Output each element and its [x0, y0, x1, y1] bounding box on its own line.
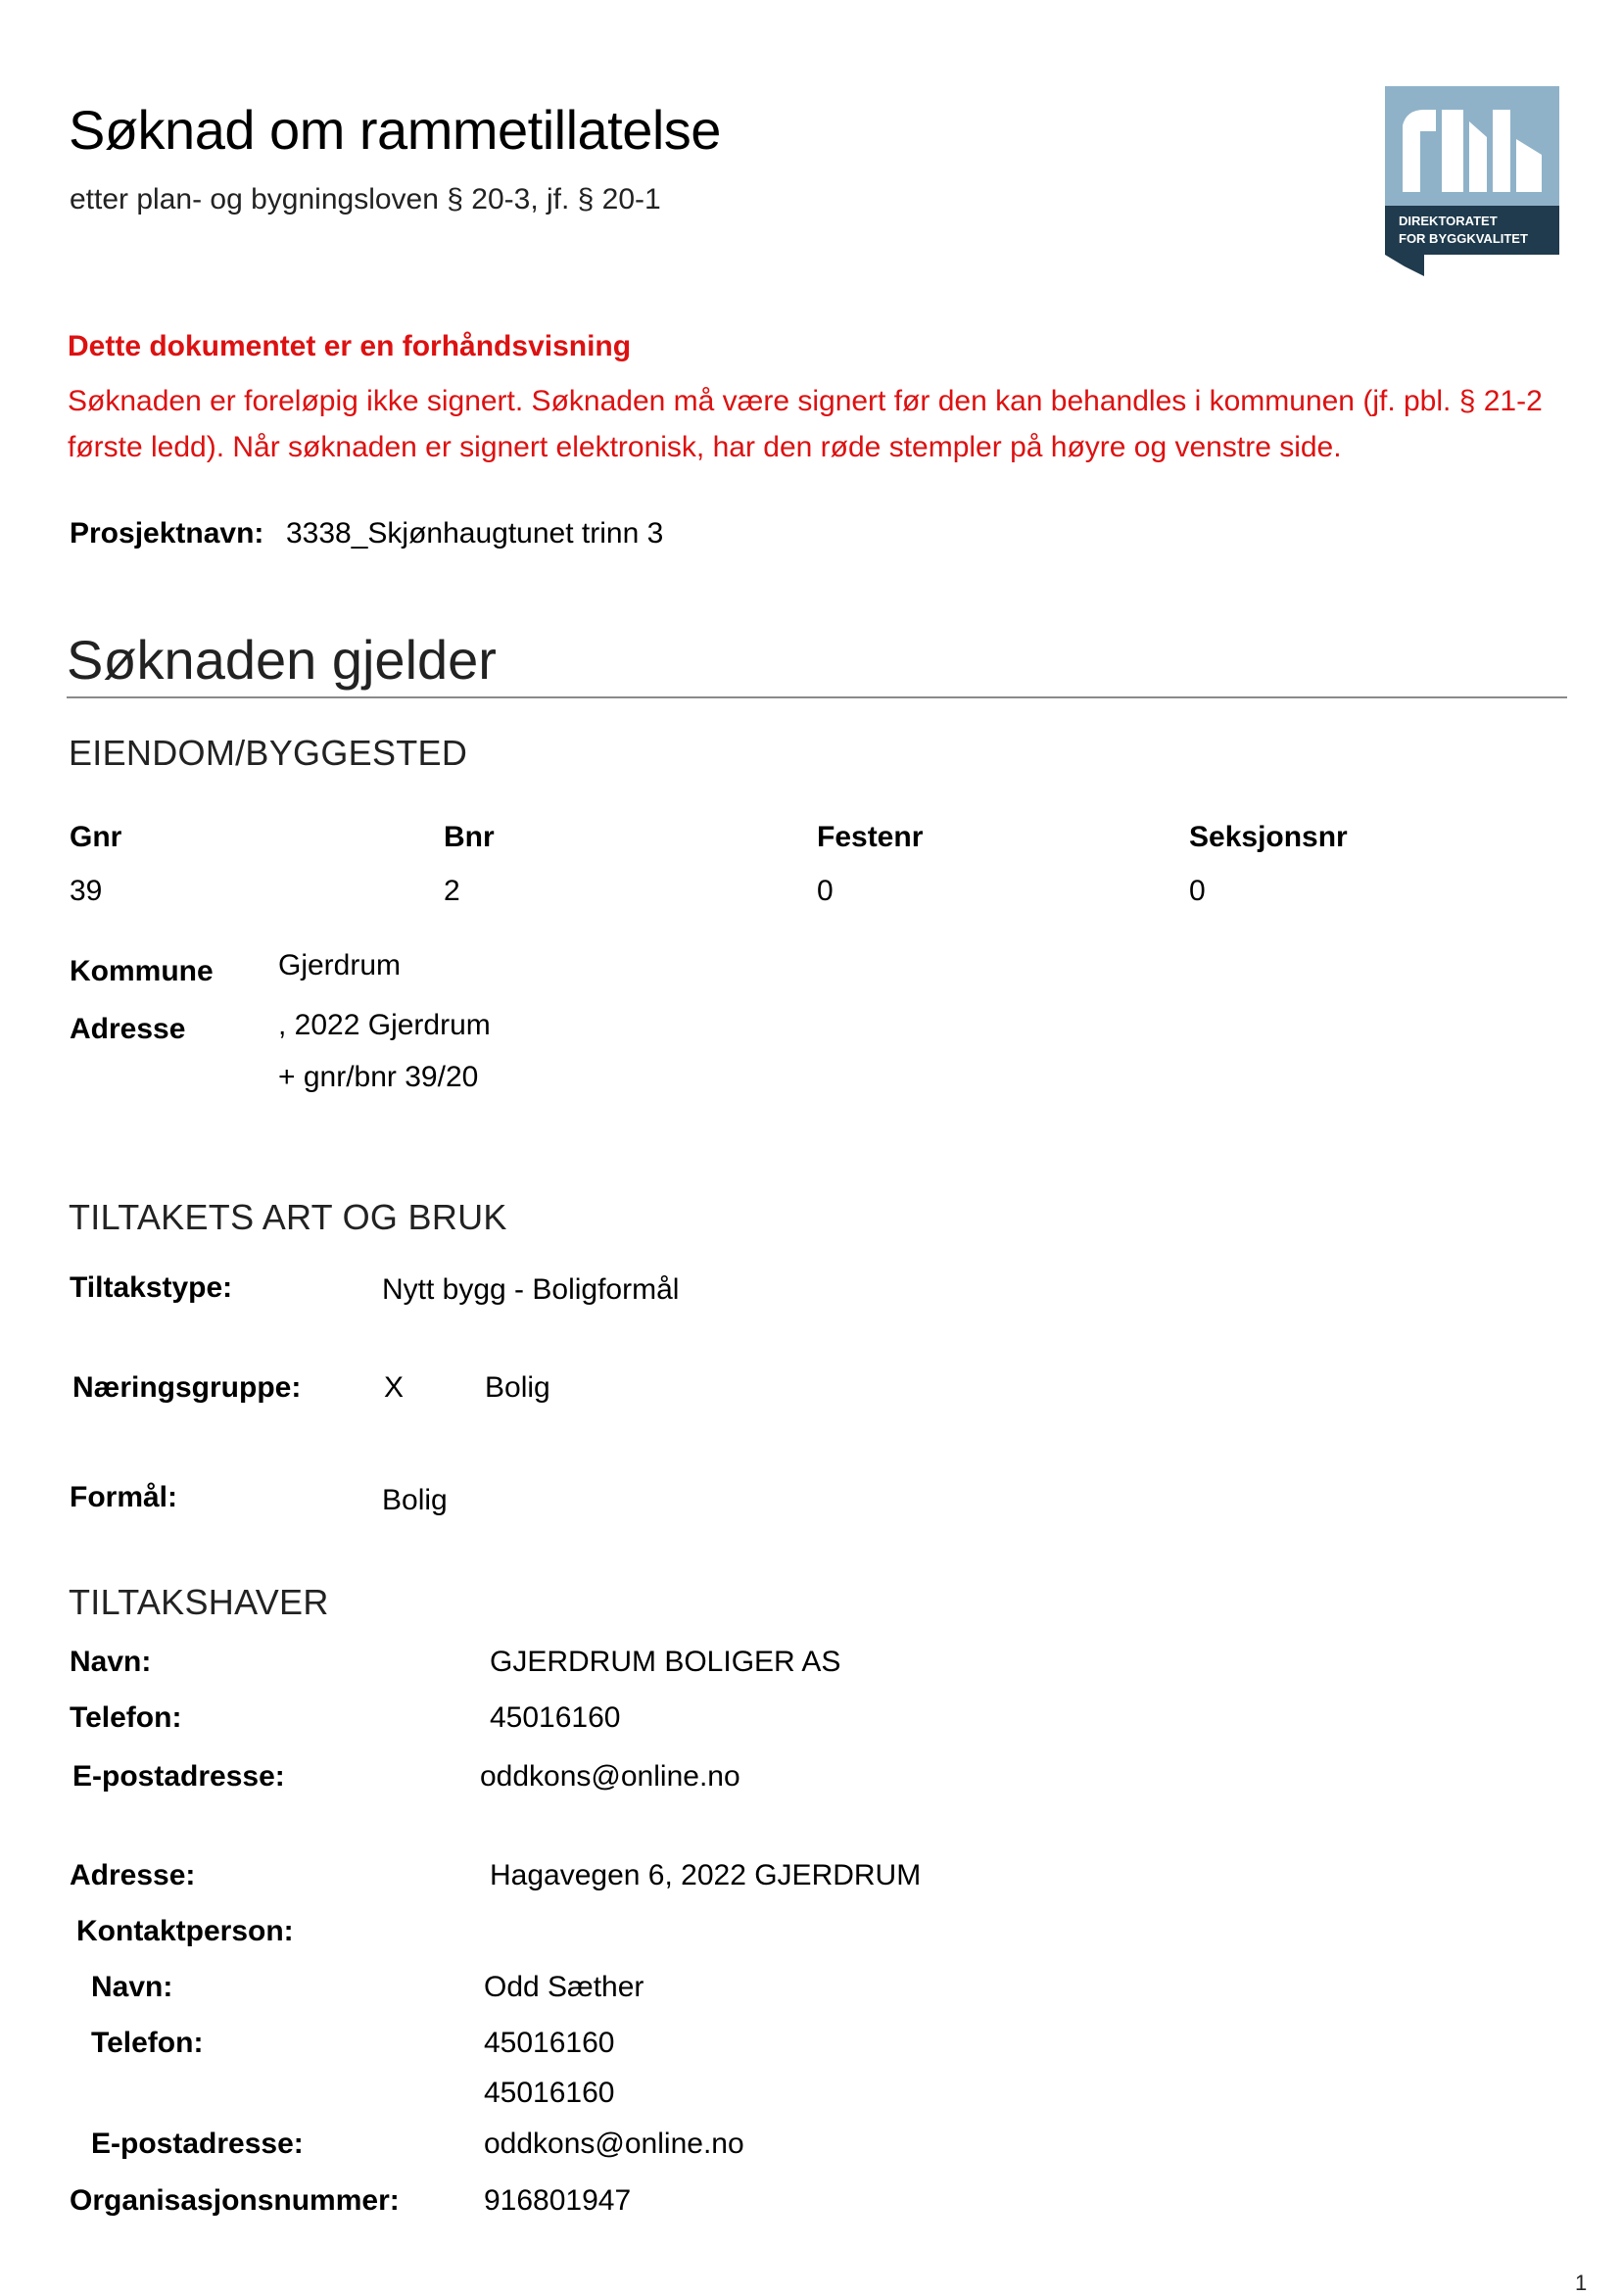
project-name-value: 3338_Skjønhaugtunet trinn 3: [286, 517, 664, 550]
page-number: 1: [1575, 2271, 1588, 2295]
measure-heading: TILTAKETS ART OG BRUK: [69, 1197, 507, 1237]
owner-name-value: GJERDRUM BOLIGER AS: [490, 1646, 841, 1678]
logo-text-2: FOR BYGGKVALITET: [1399, 231, 1528, 246]
owner-phone-value: 45016160: [490, 1701, 621, 1734]
tiltakstype-label: Tiltakstype:: [70, 1271, 233, 1304]
col-festenr: Festenr: [817, 821, 924, 853]
naeringsgruppe-label: Næringsgruppe:: [72, 1371, 302, 1404]
naeringsgruppe-code: X: [384, 1371, 405, 1404]
owner-email-label: E-postadresse:: [72, 1760, 285, 1793]
preview-notice-heading: Dette dokumentet er en forhåndsvisning: [68, 330, 632, 362]
contact-phone-value-2: 45016160: [484, 2077, 615, 2109]
section-title: Søknaden gjelder: [67, 629, 497, 691]
adresse-label: Adresse: [70, 1013, 186, 1045]
formal-label: Formål:: [70, 1481, 178, 1513]
preview-notice-body: Søknaden er foreløpig ikke signert. Søknaden må være signert før den kan behandles i kommunen (jf. pbl. § 21-2 første ledd). Når søknaden er signert elektronisk, har den røde stempler på høyre og venstre side.: [68, 385, 1543, 463]
contact-email-value: oddkons@online.no: [484, 2128, 744, 2160]
kommune-value: Gjerdrum: [278, 949, 402, 981]
adresse-line1: , 2022 Gjerdrum: [278, 1009, 491, 1041]
org-number-value: 916801947: [484, 2184, 632, 2217]
logo-text-1: DIREKTORATET: [1399, 214, 1498, 228]
section-divider: [67, 696, 1567, 698]
val-gnr: 39: [70, 875, 103, 907]
building-logo-icon: [1385, 86, 1559, 276]
project-name-label: Prosjektnavn:: [70, 517, 264, 550]
formal-value: Bolig: [382, 1484, 448, 1516]
owner-name-label: Navn:: [70, 1646, 152, 1678]
document-subtitle: etter plan- og bygningsloven § 20-3, jf. § 20-1: [70, 183, 661, 215]
owner-address-value: Hagavegen 6, 2022 GJERDRUM: [490, 1859, 922, 1891]
kommune-label: Kommune: [70, 955, 214, 987]
owner-phone-label: Telefon:: [70, 1701, 182, 1734]
tiltakstype-value: Nytt bygg - Boligformål: [382, 1273, 680, 1306]
contact-phone-label: Telefon:: [91, 2027, 204, 2059]
col-seksjonsnr: Seksjonsnr: [1189, 821, 1348, 853]
naeringsgruppe-value: Bolig: [485, 1371, 550, 1404]
contact-phone-value-1: 45016160: [484, 2027, 615, 2059]
document-title: Søknad om rammetillatelse: [69, 99, 721, 161]
property-heading: EIENDOM/BYGGESTED: [69, 733, 468, 773]
col-bnr: Bnr: [444, 821, 495, 853]
val-seksjonsnr: 0: [1189, 875, 1206, 907]
owner-heading: TILTAKSHAVER: [69, 1582, 329, 1622]
org-number-label: Organisasjonsnummer:: [70, 2184, 400, 2217]
col-gnr: Gnr: [70, 821, 122, 853]
owner-email-value: oddkons@online.no: [480, 1760, 740, 1793]
contact-person-label: Kontaktperson:: [76, 1915, 294, 1947]
owner-address-label: Adresse:: [70, 1859, 196, 1891]
dibk-logo: [1385, 86, 1559, 276]
contact-email-label: E-postadresse:: [91, 2128, 304, 2160]
adresse-line2: + gnr/bnr 39/20: [278, 1061, 479, 1093]
val-festenr: 0: [817, 875, 834, 907]
contact-name-label: Navn:: [91, 1971, 173, 2003]
val-bnr: 2: [444, 875, 460, 907]
contact-name-value: Odd Sæther: [484, 1971, 644, 2003]
